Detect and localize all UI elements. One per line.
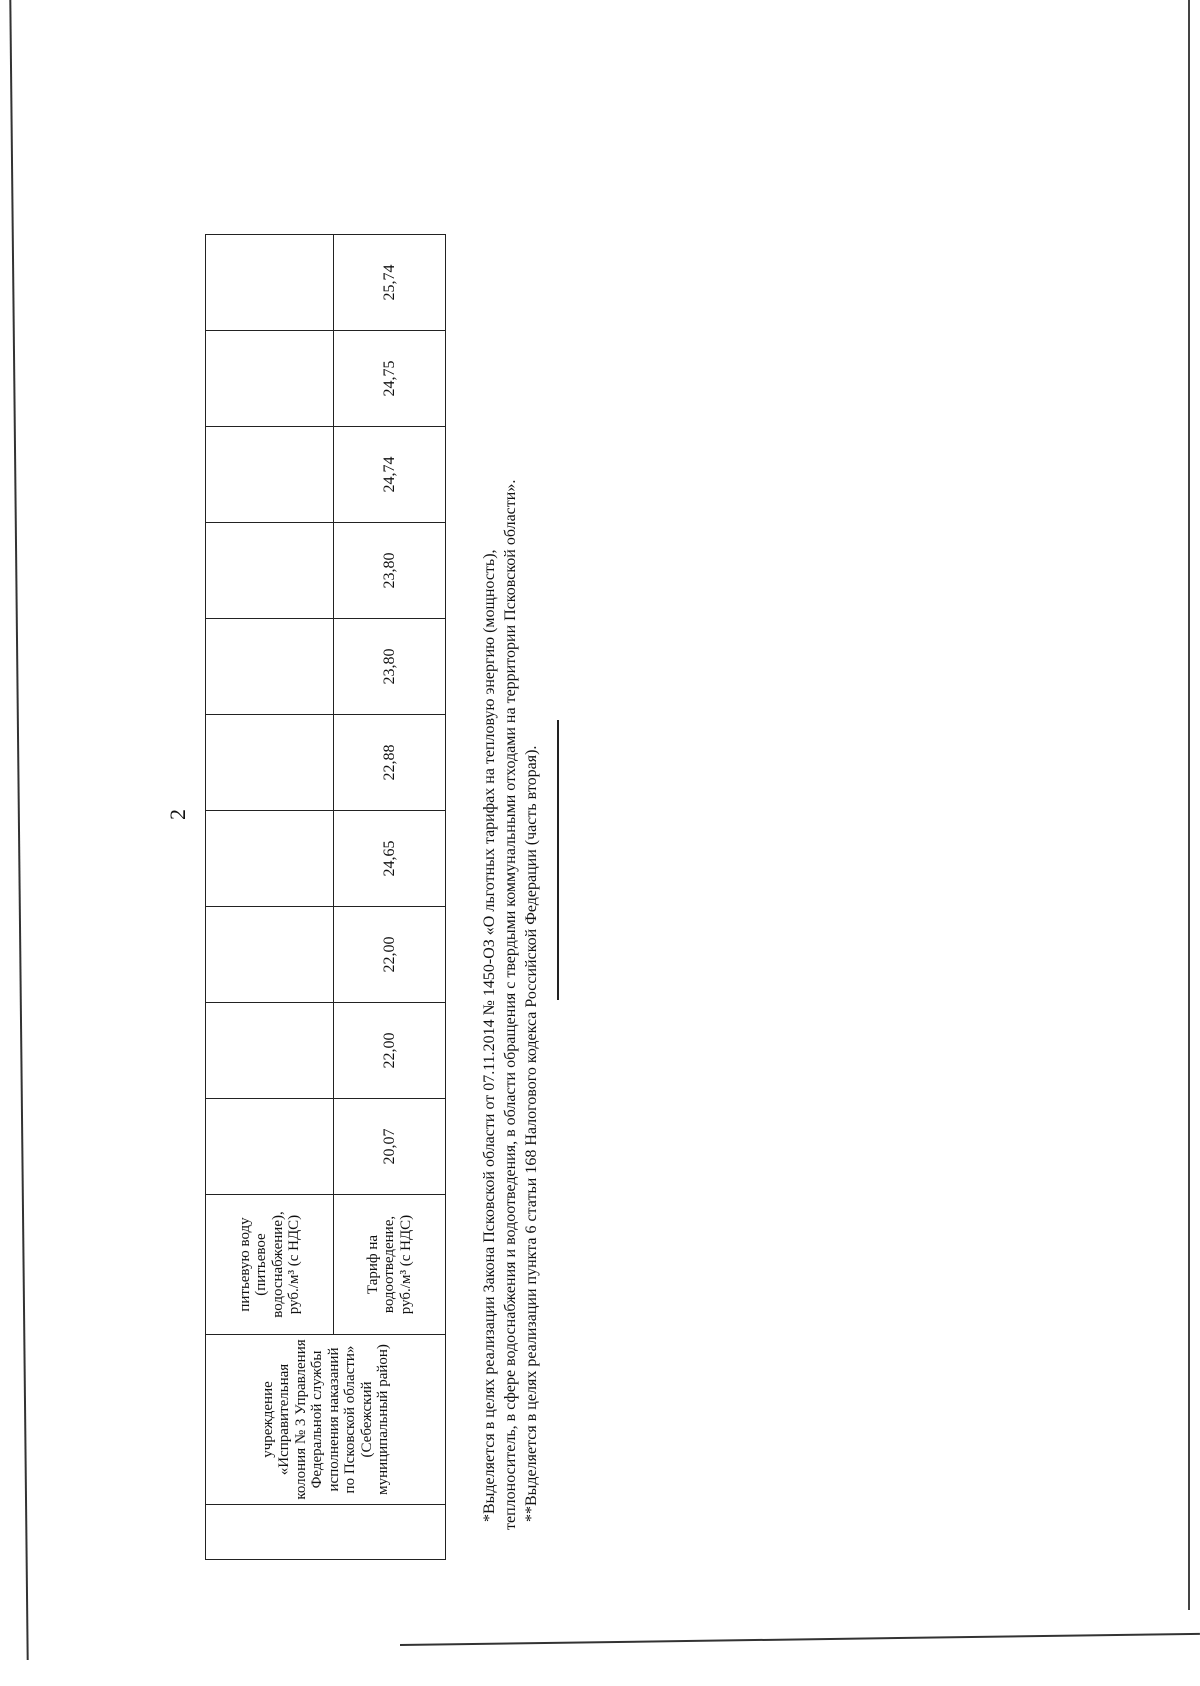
value-cell: 25,74 [334, 235, 446, 331]
footnote-2: **Выделяется в целях реализации пункта 6 статьи 168 Налогового кодекса Российской Федерации (часть вторая). [522, 745, 540, 1522]
value-cell: 20,07 [334, 1099, 446, 1195]
footnotes [480, 130, 542, 1530]
value-cell [206, 427, 334, 523]
value-cell: 24,74 [334, 427, 446, 523]
table-row [206, 235, 334, 1560]
value-cell [206, 1099, 334, 1195]
value-cell [206, 331, 334, 427]
value-cell: 23,80 [334, 523, 446, 619]
value-cell [206, 235, 334, 331]
value-cell [206, 619, 334, 715]
rotated-content [165, 100, 545, 1560]
footnote-1-line-1: *Выделяется в целях реализации Закона Псковской области от 07.11.2014 № 1450-ОЗ «О льготных тарифах на тепловую энергию (мощность), [481, 549, 498, 1522]
tariff-type-cell: питьевую воду (питьевое водоснабжение), руб./м³ (с НДС) [206, 1195, 334, 1335]
separator-rule [557, 720, 559, 1000]
footnote-1-line-2: теплоноситель, в сфере водоснабжения и водоотведения, в области обращения с твердыми коммунальными отходами на территории Псковской области». [501, 479, 519, 1530]
value-cell: 23,80 [334, 619, 446, 715]
organization-cell: учреждение «Исправительная колония № 3 Управления Федеральной службы исполнения наказаний по Псковской области» (Себежский муниципальный район) [206, 1335, 446, 1505]
page-number: 2 [165, 809, 190, 820]
value-cell [206, 907, 334, 1003]
value-cell: 22,00 [334, 1003, 446, 1099]
row-number-cell [206, 1505, 446, 1560]
value-cell [206, 811, 334, 907]
tariff-type-cell: Тариф на водоотведение, руб./м³ (с НДС) [334, 1195, 446, 1335]
value-cell: 24,75 [334, 331, 446, 427]
value-cell [206, 715, 334, 811]
scan-edge-left [9, 0, 28, 1660]
value-cell [206, 1003, 334, 1099]
scan-edge-right [1188, 0, 1190, 1610]
value-cell: 22,00 [334, 907, 446, 1003]
value-cell: 24,65 [334, 811, 446, 907]
value-cell [206, 523, 334, 619]
value-cell: 22,88 [334, 715, 446, 811]
tariff-table [205, 234, 446, 1560]
scan-edge-bottom [400, 1633, 1200, 1646]
